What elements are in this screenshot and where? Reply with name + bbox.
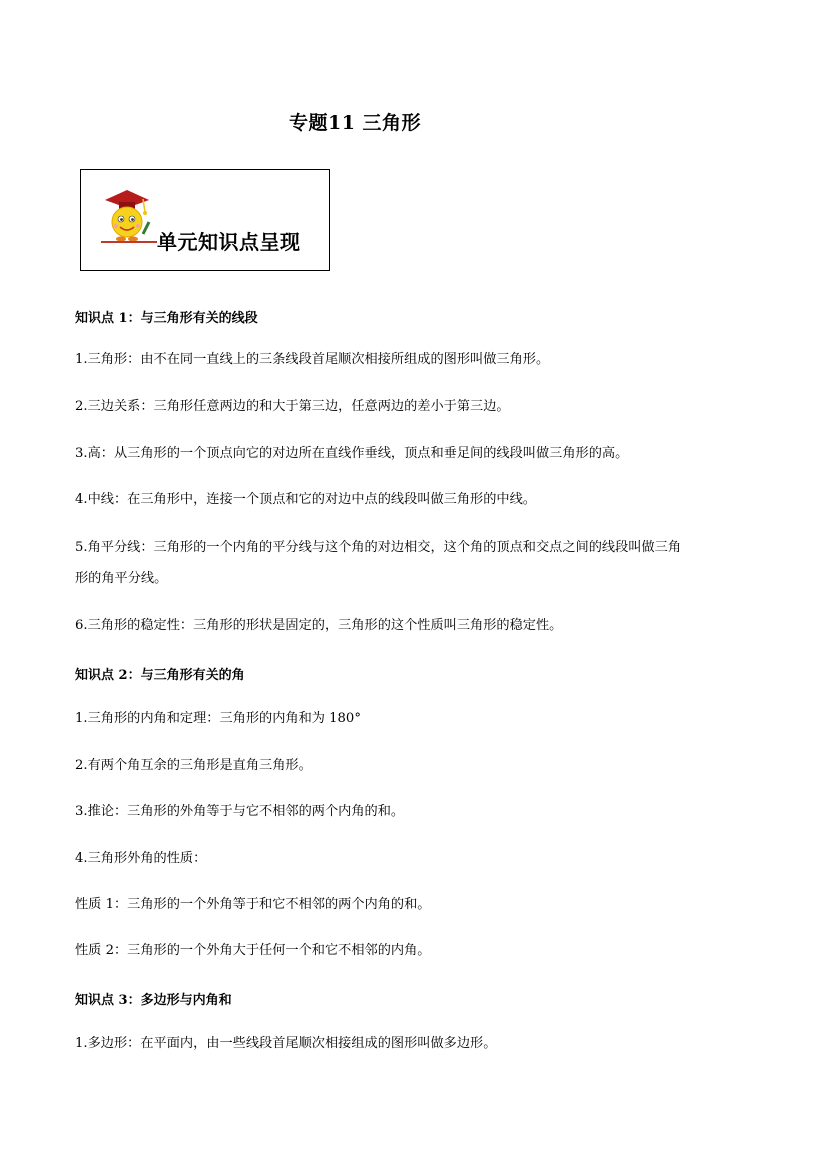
list-item: 2.有两个角互余的三角形是直角三角形。 — [75, 758, 312, 773]
list-item: 1.三角形的内角和定理：三角形的内角和为 180° — [75, 711, 361, 726]
banner-underline — [101, 241, 157, 243]
section-heading-3: 知识点 3：多边形与内角和 — [75, 993, 232, 1008]
list-item: 性质 1：三角形的一个外角等于和它不相邻的两个内角的和。 — [75, 897, 431, 912]
list-item: 5.角平分线：三角形的一个内角的平分线与这个角的对边相交，这个角的顶点和交点之间的线段叫做三角 — [75, 540, 682, 555]
banner-label: 单元知识点呈现 — [157, 230, 301, 254]
section-heading-2: 知识点 2：与三角形有关的角 — [75, 668, 245, 683]
unit-banner — [80, 169, 330, 271]
list-item: 性质 2：三角形的一个外角大于任何一个和它不相邻的内角。 — [75, 943, 431, 958]
list-item: 2.三边关系：三角形任意两边的和大于第三边，任意两边的差小于第三边。 — [75, 399, 510, 414]
section-heading-1: 知识点 1：与三角形有关的线段 — [75, 311, 258, 326]
list-item: 4.中线：在三角形中，连接一个顶点和它的对边中点的线段叫做三角形的中线。 — [75, 492, 536, 507]
list-item: 1.多边形：在平面内，由一些线段首尾顺次相接组成的图形叫做多边形。 — [75, 1036, 497, 1051]
list-item-continuation: 形的角平分线。 — [75, 571, 168, 586]
list-item: 4.三角形外角的性质： — [75, 851, 207, 866]
list-item: 3.推论：三角形的外角等于与它不相邻的两个内角的和。 — [75, 804, 405, 819]
list-item: 1.三角形：由不在同一直线上的三条线段首尾顺次相接所组成的图形叫做三角形。 — [75, 352, 550, 367]
list-item: 6.三角形的稳定性：三角形的形状是固定的，三角形的这个性质叫三角形的稳定性。 — [75, 618, 563, 633]
list-item: 3.高：从三角形的一个顶点向它的对边所在直线作垂线，顶点和垂足间的线段叫做三角形的高。 — [75, 446, 629, 461]
page-title: 专题11 三角形 — [288, 112, 422, 134]
